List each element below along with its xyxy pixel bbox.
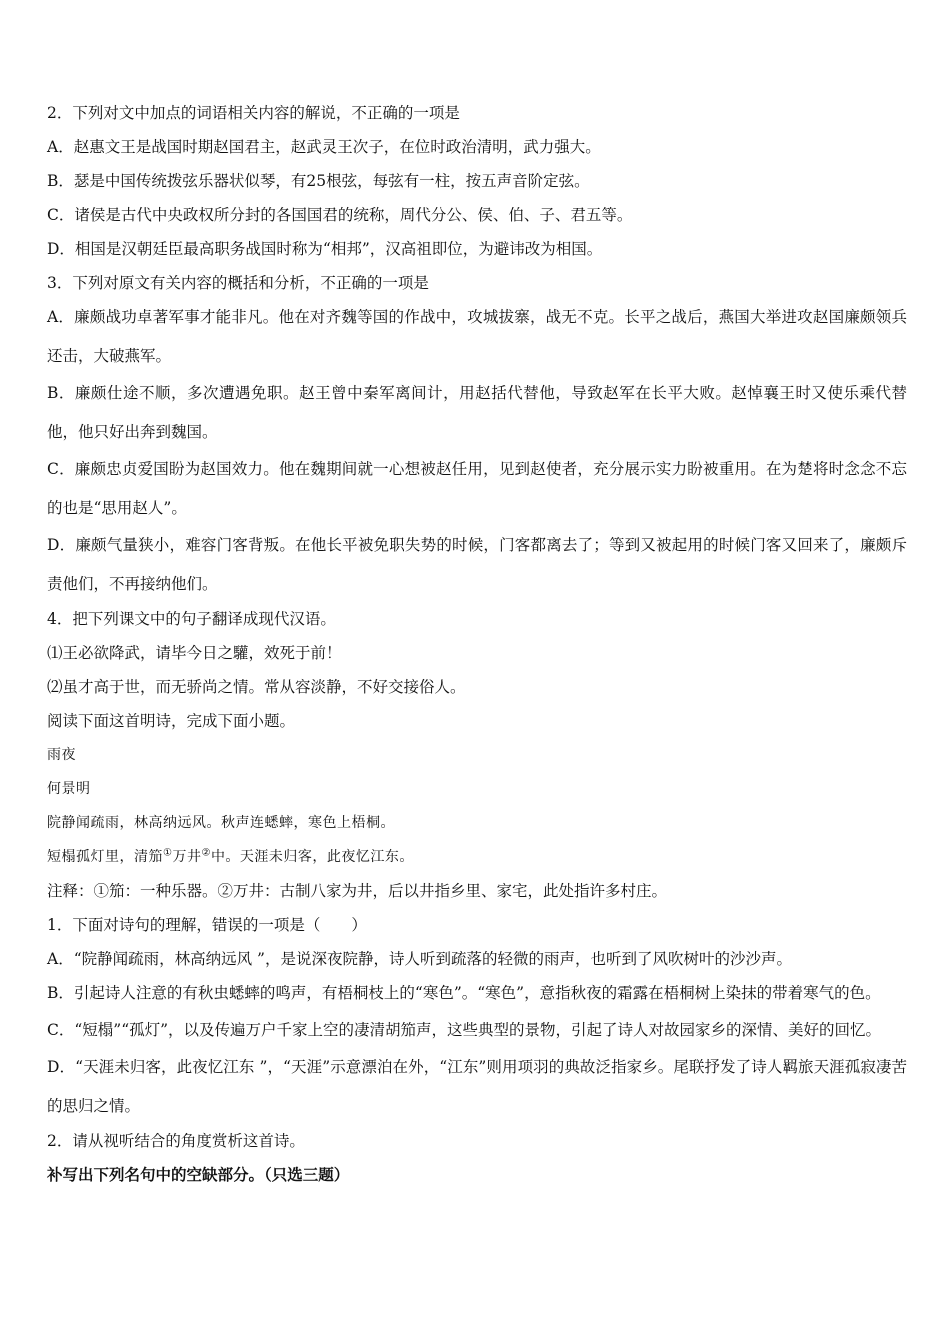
q2-stem: 2．下列对文中加点的词语相关内容的解说，不正确的一项是: [47, 104, 460, 122]
document-page: [47, 96, 907, 1192]
poem-line-2-part-b: 万井: [172, 849, 202, 865]
q4-sentence-1: ⑴王必欲降武，请毕今日之驩，效死于前！: [47, 644, 342, 662]
q3-stem: 3．下列对原文有关内容的概括和分析，不正确的一项是: [47, 274, 429, 292]
poem-author: 何景明: [47, 781, 91, 797]
q2-option-d: D．相国是汉朝廷臣最高职务战国时称为“相邦”，汉高祖即位，为避讳改为相国。: [47, 240, 603, 258]
poem-line-2-part-a: 短榻孤灯里，清笳: [47, 849, 163, 865]
q4-sentence-2: ⑵虽才高于世，而无骄尚之情。常从容淡静，不好交接俗人。: [47, 678, 466, 696]
section-heading: 补写出下列名句中的空缺部分。（只选三题）: [47, 1165, 350, 1184]
poem-q1-option-c: C．“短榻”“孤灯”，以及传遍万户千家上空的凄清胡笳声，这些典型的景物，引起了诗人对故园家乡的深情、美好的回忆。: [47, 1021, 882, 1039]
q4-stem: 4．把下列课文中的句子翻译成现代汉语。: [47, 610, 336, 628]
q3-option-d: D．廉颇气量狭小，难容门客背叛。在他长平被免职失势的时候，门客都离去了；等到又被起用的时候门客又回来了，廉颇斥责他们，不再接纳他们。: [47, 536, 907, 593]
note-mark-2: ②: [201, 847, 211, 859]
poem-title: 雨夜: [47, 747, 76, 763]
poem-q1-option-b: B．引起诗人注意的有秋虫蟋蟀的鸣声，有梧桐枝上的“寒色”。“寒色”，意指秋夜的霜露在梧桐树上染抹的带着寒气的色。: [47, 984, 881, 1002]
poem-line-2-part-c: 中。天涯未归客，此夜忆江东。: [210, 849, 414, 865]
q2-option-c: C．诸侯是古代中央政权所分封的各国国君的统称，周代分公、侯、伯、子、君五等。: [47, 206, 633, 224]
poem-line-2: [47, 840, 907, 874]
poem-q1-option-a: A．“院静闻疏雨，林高纳远风 ”，是说深夜院静，诗人听到疏落的轻微的雨声，也听到了风吹树叶的沙沙声。: [47, 950, 792, 968]
poem-annotation: 注释：①笳：一种乐器。②万井：古制八家为井，后以井指乡里、家宅，此处指许多村庄。: [47, 882, 668, 900]
poem-q1-option-d: D．“天涯未归客，此夜忆江东 ”，“天涯”示意漂泊在外，“江东”则用项羽的典故泛指家乡。尾联抒发了诗人羁旅天涯孤寂凄苦的思归之情。: [47, 1058, 907, 1115]
q2-option-a: A．赵惠文王是战国时期赵国君主，赵武灵王次子，在位时政治清明，武力强大。: [47, 138, 601, 156]
q3-option-c: C．廉颇忠贞爱国盼为赵国效力。他在魏期间就一心想被赵任用，见到赵使者，充分展示实力盼被重用。在为楚将时念念不忘的也是“思用赵人”。: [47, 460, 907, 517]
poem-intro: 阅读下面这首明诗，完成下面小题。: [47, 712, 296, 730]
poem-q2-stem: 2．请从视听结合的角度赏析这首诗。: [47, 1132, 305, 1150]
q3-option-a: A．廉颇战功卓著军事才能非凡。他在对齐魏等国的作战中，攻城拔寨，战无不克。长平之战后，燕国大举进攻赵国廉颇领兵还击，大破燕军。: [47, 308, 907, 365]
poem-line-1: 院静闻疏雨，林高纳远风。秋声连蟋蟀，寒色上梧桐。: [47, 815, 395, 831]
poem-q1-stem: 1．下面对诗句的理解，错误的一项是（ ）: [47, 916, 367, 934]
q2-option-b: B．瑟是中国传统拨弦乐器状似琴，有25根弦，每弦有一柱，按五声音阶定弦。: [47, 172, 590, 190]
note-mark-1: ①: [163, 847, 173, 859]
q3-option-b: B．廉颇仕途不顺，多次遭遇免职。赵王曾中秦军离间计，用赵括代替他，导致赵军在长平大败。赵悼襄王时又使乐乘代替他，他只好出奔到魏国。: [47, 384, 907, 441]
